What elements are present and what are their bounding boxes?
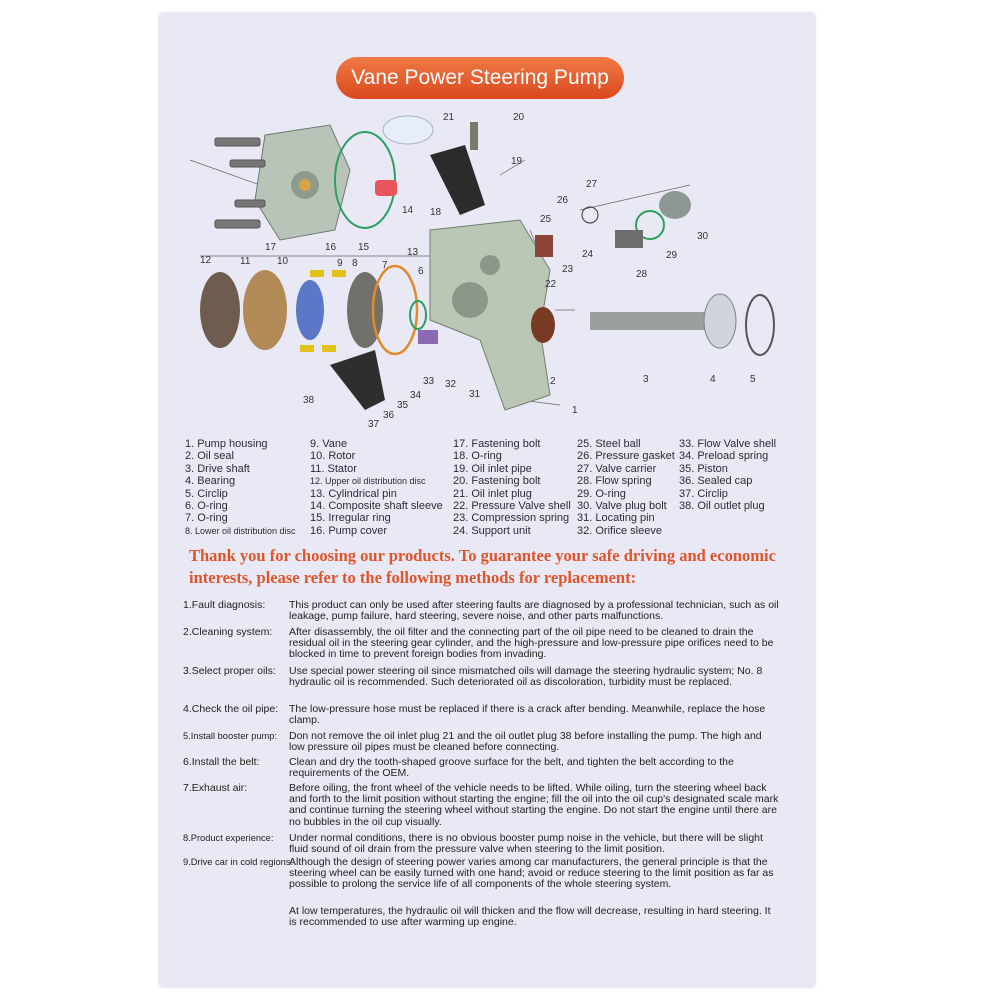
svg-text:13: 13 bbox=[407, 247, 419, 258]
legend-item: 38. Oil outlet plug bbox=[679, 500, 765, 513]
svg-text:35: 35 bbox=[397, 400, 409, 411]
legend-item: 1. Pump housing bbox=[185, 438, 268, 450]
legend-item: 25. Steel ball bbox=[577, 438, 641, 450]
step-text: Don not remove the oil inlet plug 21 and the oil outlet plug 38 before installing the pump. The high and low pressure oil pipes must be cleaned before connecting. bbox=[289, 730, 762, 754]
legend-item: 11. Stator bbox=[310, 462, 357, 475]
legend-item: 21. Oil inlet plug bbox=[453, 487, 532, 500]
svg-text:24: 24 bbox=[582, 249, 594, 260]
legend-item: 24. Support unit bbox=[453, 524, 531, 537]
svg-text:37: 37 bbox=[368, 419, 380, 430]
svg-text:32: 32 bbox=[445, 379, 457, 390]
legend-column-4 bbox=[577, 438, 675, 537]
legend-item: 27. Valve carrier bbox=[577, 462, 657, 475]
svg-text:33: 33 bbox=[423, 376, 435, 387]
legend-item: 4. Bearing bbox=[185, 475, 236, 488]
step-label: 7.Exhaust air: bbox=[183, 782, 248, 794]
svg-text:3: 3 bbox=[643, 374, 649, 385]
legend-item: 3. Drive shaft bbox=[185, 462, 250, 475]
step-text: This product can only be used after steering faults are diagnosed by a professional technician, such as oil leakage, pump failure, hard steering, severe noise, and other parts malfunctions. bbox=[289, 599, 779, 623]
step-text: After disassembly, the oil filter and the connecting part of the oil pipe need to be cleaned to drain the residual oil in the steering gear cylinder, and the high-pressure and low-pressure pipe orifices need to be blocked in time to prevent foreign bodies from invading. bbox=[289, 626, 774, 661]
page-title: Vane Power Steering Pump bbox=[336, 57, 624, 99]
svg-text:11: 11 bbox=[240, 256, 251, 267]
legend-item: 8. Lower oil distribution disc bbox=[185, 525, 296, 536]
step-text: Clean and dry the tooth-shaped groove surface for the belt, and tighten the belt according to the requirements of the OEM. bbox=[289, 756, 734, 780]
step-text: Under normal conditions, there is no obvious booster pump noise in the vehicle, but there will be slight fluid sound of oil drain from the pressure valve when steering to the limit position. bbox=[289, 832, 763, 856]
legend-item: 17. Fastening bolt bbox=[453, 438, 541, 450]
legend-item: 19. Oil inlet pipe bbox=[453, 462, 532, 475]
step-label: 4.Check the oil pipe: bbox=[183, 703, 279, 715]
svg-text:31: 31 bbox=[469, 389, 481, 400]
step-text: At low temperatures, the hydraulic oil will thicken and the flow will decrease, resulting in hard steering. It is recommended to use after warming up engine. bbox=[289, 905, 771, 929]
svg-text:20: 20 bbox=[513, 112, 525, 123]
svg-text:22: 22 bbox=[545, 279, 557, 290]
svg-text:1: 1 bbox=[572, 405, 578, 416]
legend-item: 20. Fastening bolt bbox=[453, 475, 541, 488]
step-text: Although the design of steering power varies among car manufacturers, the general principle is that the steering wheel can be easily turned with one hand; avoid or reduce steering to the limit position as far as possible to prolong the service life of all components of the whole steering system. bbox=[289, 856, 774, 891]
svg-text:10: 10 bbox=[277, 256, 289, 267]
step-label: 6.Install the belt: bbox=[183, 756, 260, 768]
svg-text:27: 27 bbox=[586, 179, 598, 190]
svg-text:6: 6 bbox=[418, 266, 424, 277]
step-label: 8.Product experience: bbox=[183, 833, 274, 843]
svg-text:9: 9 bbox=[337, 258, 343, 269]
legend-column-1 bbox=[185, 438, 296, 537]
legend-item: 9. Vane bbox=[310, 438, 348, 450]
legend-item: 12. Upper oil distribution disc bbox=[310, 476, 426, 487]
legend-item: 33. Flow Valve shell bbox=[679, 438, 777, 450]
svg-text:26: 26 bbox=[557, 195, 569, 206]
legend-item: 10. Rotor bbox=[310, 450, 356, 463]
legend-item: 14. Composite shaft sleeve bbox=[310, 500, 443, 513]
legend-item: 30. Valve plug bolt bbox=[577, 500, 667, 513]
step-label: 2.Cleaning system: bbox=[183, 626, 273, 638]
svg-text:15: 15 bbox=[358, 242, 370, 253]
legend-item: 26. Pressure gasket bbox=[577, 450, 675, 463]
svg-text:38: 38 bbox=[303, 395, 315, 406]
step-label: 1.Fault diagnosis: bbox=[183, 599, 266, 611]
svg-text:30: 30 bbox=[697, 231, 709, 242]
legend-item: 15. Irregular ring bbox=[310, 512, 391, 525]
svg-text:16: 16 bbox=[325, 242, 337, 253]
svg-text:34: 34 bbox=[410, 390, 422, 401]
step-label: 3.Select proper oils: bbox=[183, 665, 276, 677]
legend-item: 36. Sealed cap bbox=[679, 475, 753, 488]
svg-text:36: 36 bbox=[383, 410, 395, 421]
legend-item: 13. Cylindrical pin bbox=[310, 487, 397, 500]
step-text: Before oiling, the front wheel of the vehicle needs to be lifted. While oiling, turn the steering wheel back and forth to the limit position without starting the engine; fill the oil into the oil cup's designated scale mark and continue turning the steering wheel without starting the engine. Do not start the engine until there are no bubbles in the oil cup visually. bbox=[289, 782, 779, 828]
svg-text:7: 7 bbox=[382, 260, 388, 271]
legend-item: 23. Compression spring bbox=[453, 512, 570, 525]
svg-text:5: 5 bbox=[750, 374, 756, 385]
legend-item: 22. Pressure Valve shell bbox=[453, 500, 571, 513]
svg-text:8: 8 bbox=[352, 258, 358, 269]
exploded-parts-diagram bbox=[160, 100, 800, 435]
legend-item: 5. Circlip bbox=[185, 487, 228, 500]
svg-text:4: 4 bbox=[710, 374, 716, 385]
svg-text:12: 12 bbox=[200, 255, 212, 266]
svg-text:2: 2 bbox=[550, 376, 556, 387]
svg-text:17: 17 bbox=[265, 242, 277, 253]
legend-item: 31. Locating pin bbox=[577, 512, 655, 525]
step-label: 5.Install booster pump: bbox=[183, 731, 278, 741]
legend-item: 16. Pump cover bbox=[310, 524, 388, 537]
step-text: Use special power steering oil since mismatched oils will damage the steering hydraulic system; No. 8 hydraulic oil is recommended. Such deteriorated oil as discoloration, turbidity must be replaced. bbox=[289, 665, 763, 689]
svg-text:14: 14 bbox=[402, 205, 414, 216]
legend-column-5 bbox=[679, 438, 776, 512]
thank-you-heading: Thank you for choosing our products. To guarantee your safe driving and economic interests, please refer to the following methods for replacement: bbox=[189, 546, 776, 587]
svg-text:29: 29 bbox=[666, 250, 678, 261]
legend-column-2 bbox=[310, 438, 443, 537]
svg-text:25: 25 bbox=[540, 214, 552, 225]
legend-item: 7. O-ring bbox=[185, 512, 228, 525]
step-label: 9.Drive car in cold regions: bbox=[183, 857, 294, 867]
svg-text:23: 23 bbox=[562, 264, 574, 275]
legend-item: 2. Oil seal bbox=[185, 450, 234, 463]
legend-column-3 bbox=[453, 438, 571, 537]
legend-item: 32. Orifice sleeve bbox=[577, 524, 662, 537]
legend-item: 18. O-ring bbox=[453, 450, 502, 463]
legend-item: 35. Piston bbox=[679, 462, 728, 475]
legend-item: 34. Preload spring bbox=[679, 450, 769, 463]
svg-text:21: 21 bbox=[443, 112, 455, 123]
step-text: The low-pressure hose must be replaced if there is a crack after bending. Meanwhile, replace the hose clamp. bbox=[289, 703, 766, 727]
svg-text:28: 28 bbox=[636, 269, 648, 280]
svg-text:19: 19 bbox=[511, 156, 523, 167]
legend-item: 28. Flow spring bbox=[577, 475, 652, 488]
legend-item: 6. O-ring bbox=[185, 500, 228, 513]
legend-item: 37. Circlip bbox=[679, 487, 728, 500]
svg-text:18: 18 bbox=[430, 207, 442, 218]
legend-item: 29. O-ring bbox=[577, 487, 626, 500]
